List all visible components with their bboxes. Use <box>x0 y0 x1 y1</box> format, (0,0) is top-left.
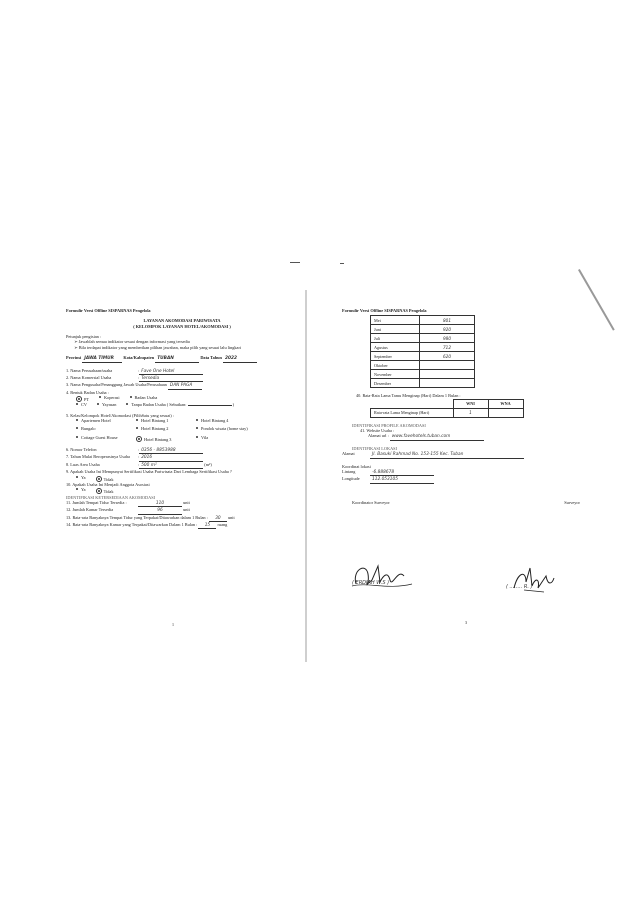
q9-label: 9. Apakah Usaha Ini Mempunyai Sertifikasi Usaha Pariwisata Dari Lembaga Sertifikasi Usaha ? <box>66 469 232 475</box>
q4-opt-pt <box>76 395 89 402</box>
q10-tidak-label: Tidak <box>103 489 114 495</box>
q1-row: 1. Nama Perusahaan/usaha : Fave One Hotel <box>66 368 298 375</box>
stay-table <box>370 399 524 418</box>
monthly-table-body <box>371 316 475 388</box>
q5-label: 5. Kelas/Kelompok Hotel/Akomodasi (PilihSatu yang sesuai) : <box>66 412 175 418</box>
q4-opt-cv <box>76 402 87 407</box>
q40-label: 40. Rata-Rata Lama Tamu Menginap (Hari) Dalam 1 Bulan : <box>356 393 461 399</box>
surveyor-name: ( ........ R. ) <box>506 584 533 590</box>
q3-label: 3. Nama Pengusaha/Penanggung Jawab Usaha/Perusahaan <box>66 382 167 388</box>
q4-opt-badan <box>130 395 158 402</box>
q12-row <box>66 507 298 514</box>
scan-mark <box>340 263 344 264</box>
region-row <box>66 355 298 362</box>
lintang-label: Lintang <box>342 468 356 474</box>
year-label: Data Tahun <box>200 355 222 361</box>
q11-label: 11. Jumlah Tempat Tidur Tersedia : <box>66 499 127 505</box>
month-name: Agustus <box>371 343 420 352</box>
q4-opt-pt-label: PT <box>84 396 90 402</box>
kota-label: Kota/Kabupaten <box>123 355 155 361</box>
form-title: Formulir Versi Offline SISPARNAS Pengelola <box>342 308 427 313</box>
stay-wna-value <box>488 408 523 417</box>
q10-label: 10. Apakah Usaha Ini Menjadi Anggota Asosiasi <box>66 481 150 487</box>
q41-url-value: www.favehotels.tuban.com <box>390 434 484 440</box>
heading-1: LAYANAN AKOMODASI PARIWISATA <box>143 318 221 324</box>
q8-value: 500 m² <box>139 463 203 469</box>
q13-row <box>66 515 298 522</box>
q10-ya <box>76 487 86 494</box>
alamat-label: Alamat <box>342 451 355 457</box>
month-value: 620 <box>420 352 475 361</box>
left-page <box>66 308 298 529</box>
q4-opt-koperasi <box>99 395 120 402</box>
q5-opt-8-label: Hotel Bintang 3 <box>144 436 172 442</box>
bullet-icon <box>126 403 128 405</box>
month-value <box>420 379 475 388</box>
q4-opt-cv-label: CV <box>81 402 87 408</box>
table-row <box>371 370 475 379</box>
bullet-icon <box>76 427 78 429</box>
q5-opt-9 <box>196 435 276 442</box>
instruction-2: ➢ Bila terdapat indikator yang memberikan pilihan jawaban, maka pilih yang sesuai lalu lingkari <box>74 344 242 350</box>
month-name: Desember <box>371 379 420 388</box>
q4-opt-yayasan-label: Yayasan <box>101 402 117 408</box>
q4-other-field <box>188 405 232 406</box>
lintang-value: -6.888678 <box>370 470 434 476</box>
q9-ya <box>76 475 86 482</box>
selected-circle-icon <box>136 436 142 442</box>
q4-opt-koperasi-label: Koperasi <box>104 394 120 400</box>
q7-value: 2016 <box>139 455 203 461</box>
q9-ya-label: Ya <box>81 474 86 480</box>
q3-row <box>66 382 298 389</box>
koordinat-label: Koordinat lokasi <box>342 463 371 469</box>
q5-opt-4-label: Bungalo <box>81 426 96 432</box>
stay-wni-value: 1 <box>453 408 488 417</box>
month-name: Juni <box>371 325 420 334</box>
q8-unit: (m²) <box>204 461 212 467</box>
month-name: November <box>371 370 420 379</box>
q12-label: 12. Jumlah Kamar Tersedia <box>66 507 114 513</box>
koordinator-signature <box>348 556 418 592</box>
q4-opt-badan-label: Badan Usaha <box>134 394 158 400</box>
q9-tidak-label: Tidak <box>103 476 114 482</box>
q5-opt-9-label: Vila <box>201 434 209 440</box>
table-row <box>371 352 475 361</box>
q5-opt-5 <box>136 426 196 431</box>
q5-opt-6 <box>196 426 276 431</box>
q5-opt-7 <box>76 435 136 442</box>
q1-label: 1. Nama Perusahaan/usaha <box>66 367 113 373</box>
month-value <box>420 370 475 379</box>
month-value: 920 <box>420 325 475 334</box>
stay-row-label: Rata-rata Lama Menginap (Hari) <box>371 408 454 417</box>
koordinator-label: Koordinator Surveyor <box>352 499 390 505</box>
q7-label: 7. Tahun Mulai Beroperasinya Usaha <box>66 454 130 460</box>
right-page <box>342 308 592 505</box>
q4-opt-yayasan <box>97 402 116 407</box>
selected-circle-icon <box>76 396 82 402</box>
q10-tidak <box>96 487 114 494</box>
kota-value: TUBAN <box>155 356 199 362</box>
surveyor-label: Surveyor <box>564 499 580 505</box>
q13-label: 13. Rata-rata Banyaknya Tempat Tidur yang Terpakai/Ditawarkan dalam 1 Bulan : <box>66 514 208 520</box>
q5-opt-1-label: Apartemen Hotel <box>81 418 111 424</box>
q2-label: 2. Nama Komersial Usaha <box>66 374 112 380</box>
year-value: 2022 <box>223 356 257 362</box>
lintang-row <box>342 469 592 476</box>
q9-tidak <box>96 475 114 482</box>
table-row <box>371 361 475 370</box>
q3-value: DAN PAGA <box>168 383 202 389</box>
q8-label: 8. Luas Area Usaha <box>66 461 100 467</box>
month-name: Mei <box>371 316 420 325</box>
q41-url-label: Alamat url : <box>368 433 389 439</box>
alamat-value: Jl. Basuki Rahmad No. 153-155 Kec. Tuban <box>370 452 524 458</box>
month-value <box>420 361 475 370</box>
bullet-icon <box>99 396 101 398</box>
stay-col-wni: WNI <box>453 399 488 408</box>
form-title: Formulir Versi Offline SISPARNAS Pengelola <box>66 308 151 313</box>
q4-opt-tanpa-label: Tanpa Badan Usaha ( Sebutkan: <box>131 402 187 408</box>
q12-value: 96 <box>138 508 182 514</box>
month-name: September <box>371 352 420 361</box>
q5-opt-1 <box>76 418 136 423</box>
bullet-icon <box>196 419 198 421</box>
instruction-1-text: Jawablah semua indikator sesuai dengan informasi yang tersedia <box>78 339 190 345</box>
bullet-icon <box>196 427 198 429</box>
q6-label: 6. Nomor Telefon <box>66 447 97 453</box>
section-location: IDENTIFIKASI LOKASI <box>352 445 397 451</box>
heading-2: ( KELOMPOK LAYANAN HOTEL/AKOMODASI ) <box>133 323 231 329</box>
bullet-icon <box>97 403 99 405</box>
section-profile: IDENTIFIKASI PROFILE AKOMODASI <box>352 422 426 428</box>
selected-circle-icon <box>96 476 102 482</box>
bullet-icon <box>76 436 78 438</box>
q10-ya-label: Ya <box>81 487 86 493</box>
month-value: 980 <box>420 334 475 343</box>
page-divider <box>305 290 307 662</box>
q5-opt-2 <box>136 418 196 423</box>
q14-row <box>66 522 298 529</box>
q5-opt-2-label: Hotel Bintang 1 <box>141 418 169 424</box>
q5-opt-8 <box>136 435 196 442</box>
longitude-row <box>342 476 592 483</box>
q5-opt-4 <box>76 426 136 431</box>
q41-label: 41. Website Usaha : <box>360 428 395 434</box>
table-row <box>371 334 475 343</box>
bullet-icon <box>136 427 138 429</box>
q10-options <box>66 487 298 494</box>
q5-opt-3-label: Hotel Bintang 4 <box>201 418 229 424</box>
q1-value: Fave One Hotel <box>139 369 203 375</box>
month-value: 712 <box>420 343 475 352</box>
q5-opt-6-label: Pondok wisata (home stay) <box>201 426 248 432</box>
left-page-number: 1 <box>172 622 174 627</box>
prov-label: Provinsi <box>66 355 82 361</box>
selected-circle-icon <box>96 488 102 494</box>
q14-label: 14. Rata-rata Banyaknya Kamar yang Terpakai/Ditawarkan Dalam 1 Bulan : <box>66 522 198 528</box>
instruction-2-text: Bila terdapat indikator yang memberikan pilihan jawaban, maka pilih yang sesuai lalu lingkari <box>78 344 242 350</box>
q12-unit: unit <box>183 507 190 513</box>
stay-table-corner <box>371 399 454 408</box>
q5-opt-5-label: Hotel Bintang 2 <box>141 426 169 432</box>
q13-unit: unit <box>228 514 235 520</box>
instruction-1: ➢ Jawablah semua indikator sesuai dengan informasi yang tersedia <box>74 339 190 345</box>
longitude-value: 112.053105 <box>370 477 434 483</box>
table-row <box>371 325 475 334</box>
table-row <box>371 408 524 417</box>
table-row <box>371 379 475 388</box>
month-value: 801 <box>420 316 475 325</box>
longitude-label: Longitude <box>342 476 360 482</box>
q5-opt-7-label: Cottage Guest House <box>81 434 118 440</box>
monthly-table <box>370 315 475 388</box>
q14-value: 15 <box>198 523 216 529</box>
q4-label: 4. Bentuk Badan Usaha : <box>66 389 109 395</box>
q41-url-row <box>368 433 592 440</box>
q11-unit: unit <box>183 499 190 505</box>
section-label: IDENTIFIKASI KETERSEDIAAN AKOMODASI <box>66 494 156 500</box>
prov-value: JAWA TIMUR <box>82 356 122 362</box>
stay-col-wna: WNA <box>488 399 523 408</box>
q6-value: 0356 - 8853988 <box>139 448 203 454</box>
q2-value: Tersedia <box>139 376 203 382</box>
bullet-icon <box>76 488 78 490</box>
bullet-icon <box>136 419 138 421</box>
bullet-icon <box>76 476 78 478</box>
q2-row: 2. Nama Komersial Usaha : Tersedia <box>66 375 298 382</box>
q9-options <box>66 475 298 482</box>
bullet-icon <box>130 396 132 398</box>
q6-row: 6. Nomor Telefon : 0356 - 8853988 <box>66 447 298 454</box>
q4-opt-tanpa: Tanpa Badan Usaha ( Sebutkan: ) <box>126 402 234 407</box>
q8-row: 8. Luas Area Usaha : 500 m² (m²) <box>66 461 212 468</box>
month-name: Oktober <box>371 361 420 370</box>
right-page-number: 3 <box>465 620 467 625</box>
month-name: Juli <box>371 334 420 343</box>
table-row <box>371 316 475 325</box>
q11-value: 110 <box>138 501 182 507</box>
q7-row: 7. Tahun Mulai Beroperasinya Usaha : 2016 <box>66 454 298 461</box>
q13-value: 30 <box>209 516 227 522</box>
signature-labels <box>342 500 592 505</box>
table-row <box>371 343 475 352</box>
bullet-icon <box>196 436 198 438</box>
q4-options-row1 <box>66 395 298 402</box>
scan-mark <box>290 262 300 263</box>
alamat-row <box>342 451 592 458</box>
q5-opt-3 <box>196 418 276 423</box>
q11-row <box>66 500 298 507</box>
stay-table-header <box>371 399 524 408</box>
bullet-icon <box>76 419 78 421</box>
surveyor-signature <box>504 562 564 596</box>
instructions-label: Petunjuk pengisian : <box>66 334 102 340</box>
q14-unit: ruang <box>217 522 228 528</box>
q5-options <box>66 418 298 442</box>
bullet-icon <box>76 403 78 405</box>
koordinator-name: ( ERDIAH W.S ) <box>352 580 390 586</box>
